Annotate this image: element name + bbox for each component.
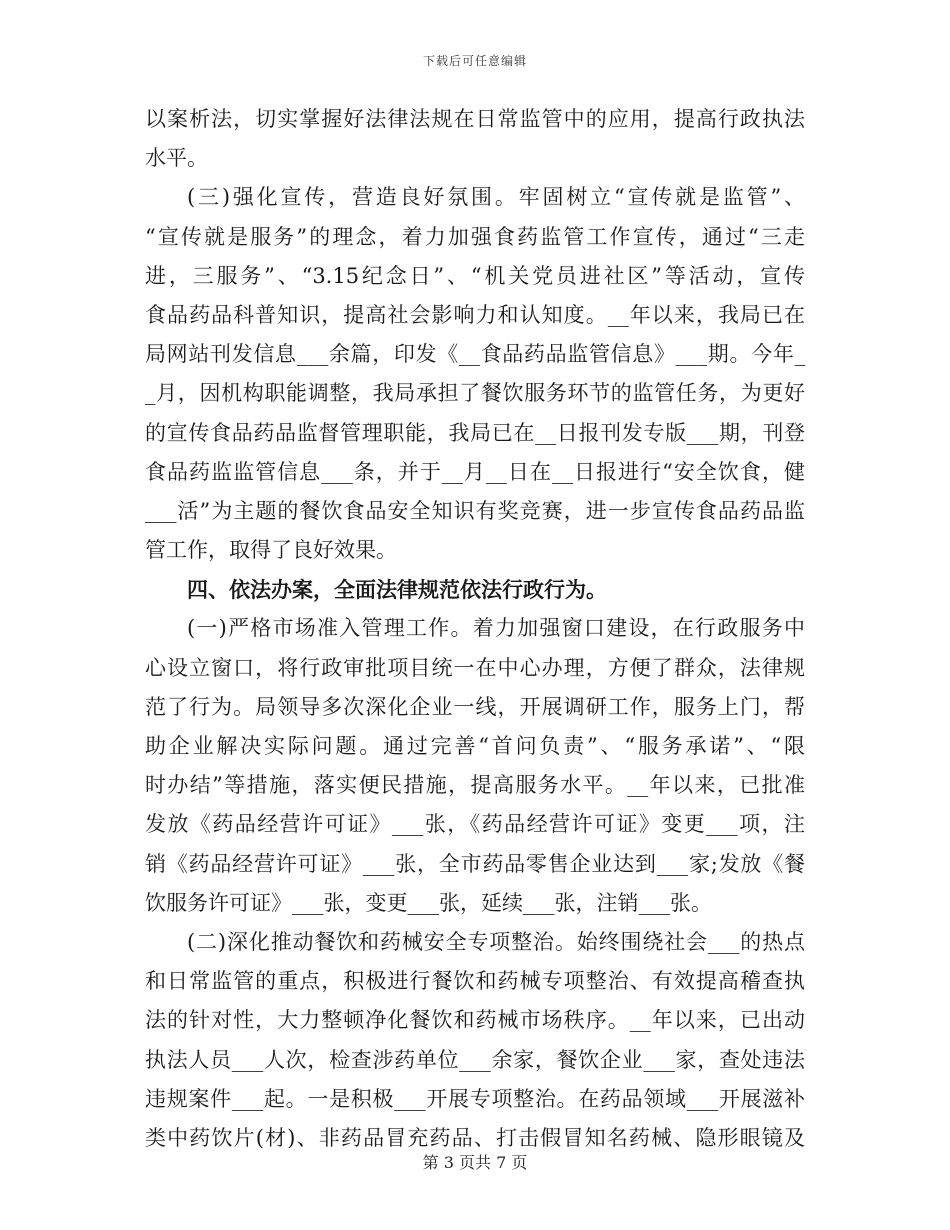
section-heading-3: (三)强化宣传，营造良好氛围。牢固树立“宣传就是监管”、	[187, 185, 805, 210]
text-line: 范了行为。局领导多次深化企业一线，开展调研工作，服务上门，帮	[145, 694, 805, 719]
subsection-heading-2: (二)深化推动餐饮和药械安全专项整治。始终围绕社会___的热点	[187, 929, 805, 954]
text-line: “宣传就是服务”的理念，着力加强食药监管工作宣传，通过“三走	[145, 224, 805, 249]
text-line: ___活”为主题的餐饮食品安全知识有奖竞赛，进一步宣传食品药品监	[145, 498, 805, 523]
text-line: 销《药品经营许可证》___张，全市药品零售企业达到___家;发放《餐	[145, 851, 805, 876]
text-line: 时办结”等措施，落实便民措施，提高服务水平。__年以来，已批准	[145, 773, 805, 798]
text-line: 类中药饮片(材)、非药品冒充药品、打击假冒知名药械、隐形眼镜及	[145, 1125, 805, 1150]
text-line: _月，因机构职能调整，我局承担了餐饮服务环节的监管任务，为更好	[145, 381, 805, 406]
text-line: 管工作，取得了良好效果。	[145, 538, 397, 563]
text-line: 法的针对性，大力整顿净化餐饮和药械市场秩序。__年以来，已出动	[145, 1008, 805, 1033]
page-header: 下载后可任意编辑	[422, 54, 527, 68]
text-line: 以案析法，切实掌握好法律法规在日常监管中的应用，提高行政执法	[145, 107, 805, 131]
text-line: 食品药监监管信息___条，并于__月__日在__日报进行“安全饮食，健	[145, 459, 805, 484]
text-line: 局网站刊发信息___余篇，印发《__食品药品监管信息》___期。今年_	[145, 342, 805, 367]
text-line: 水平。	[145, 146, 208, 171]
text-line: 助企业解决实际问题。通过完善“首问负责”、“服务承诺”、“限	[145, 734, 805, 758]
text-line: 的宣传食品药品监督管理职能，我局已在__日报刊发专版___期，刊登	[145, 420, 805, 445]
text-line: 执法人员___人次，检查涉药单位___余家，餐饮企业___家，查处违法	[145, 1047, 805, 1072]
text-line: 进，三服务”、“3.15纪念日”、“机关党员进社区”等活动，宣传	[145, 263, 805, 288]
text-line: 心设立窗口，将行政审批项目统一在中心办理，方便了群众，法律规	[145, 655, 805, 680]
section-heading-4: 四、依法办案，全面法律规范依法行政行为。	[187, 577, 607, 603]
document-body	[145, 100, 805, 1158]
subsection-heading-1: (一)严格市场准入管理工作。着力加强窗口建设，在行政服务中	[187, 616, 805, 641]
text-line: 饮服务许可证》___张，变更___张，延续___张，注销___张。	[145, 890, 712, 915]
text-line: 食品药品科普知识，提高社会影响力和认知度。__年以来，我局已在	[145, 302, 805, 327]
text-line: 违规案件___起。一是积极___开展专项整治。在药品领域___开展滋补	[145, 1086, 805, 1111]
text-line: 和日常监管的重点，积极进行餐饮和药械专项整治、有效提高稽查执	[145, 969, 805, 994]
text-line: 发放《药品经营许可证》___张，《药品经营许可证》变更___项，注	[145, 812, 805, 837]
page-footer: 第 3 页共 7 页	[422, 1153, 528, 1172]
